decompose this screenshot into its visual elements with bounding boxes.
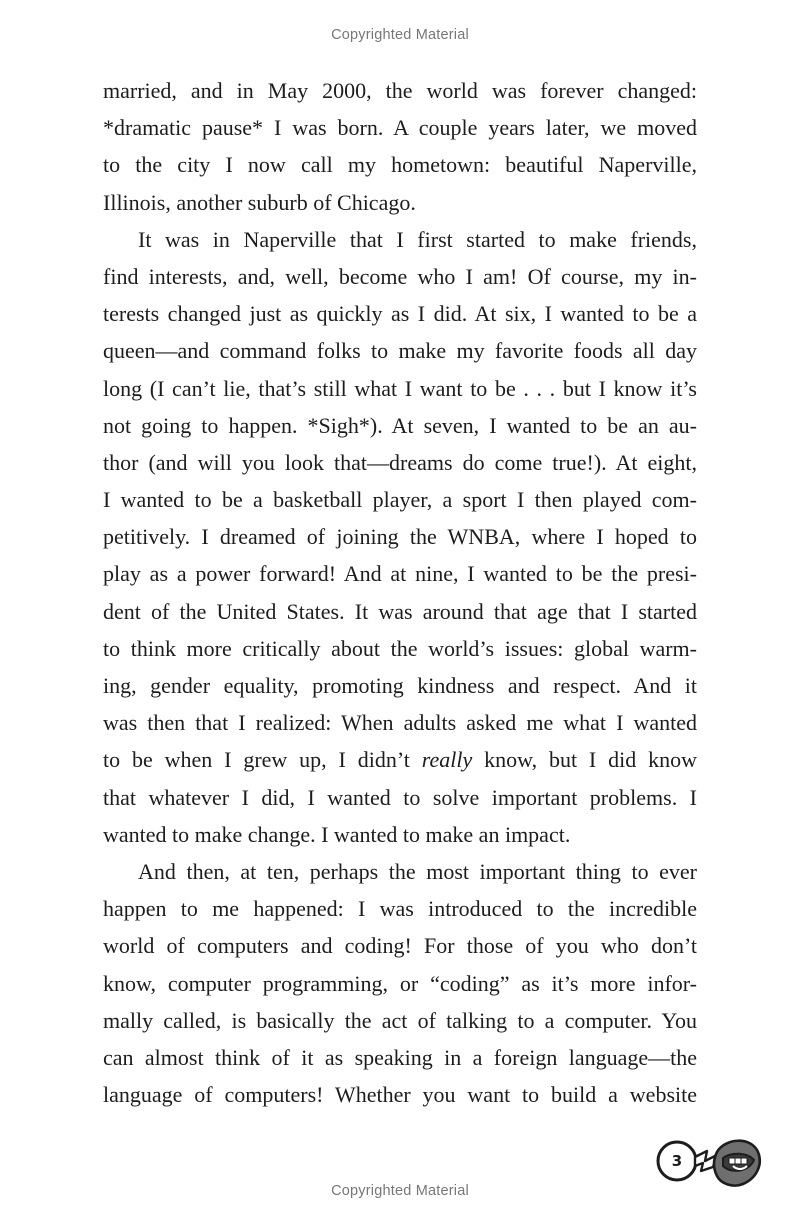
text-segment: know, but I did know bbox=[472, 747, 697, 773]
text-line: mally called, is basically the act of talking to a computer. You bbox=[103, 1007, 697, 1033]
text-line: world of computers and coding! For those of you who don’t bbox=[103, 933, 697, 959]
text-line: know, computer programming, or “coding” as it’s more infor- bbox=[103, 970, 697, 996]
text-line: find interests, and, well, become who I am! Of course, my in- bbox=[103, 263, 697, 289]
copyright-watermark-bottom: Copyrighted Material bbox=[331, 1183, 469, 1199]
text-line: can almost think of it as speaking in a foreign language—the bbox=[103, 1044, 697, 1070]
text-line: language of computers! Whether you want to build a website bbox=[103, 1082, 697, 1108]
text-line: It was in Naperville that I first started to make friends, bbox=[138, 226, 697, 252]
text-line: *dramatic pause* I was born. A couple years later, we moved bbox=[103, 115, 697, 141]
text-line: not going to happen. *Sigh*). At seven, I wanted to be an au- bbox=[103, 412, 697, 438]
page-number: 3 bbox=[671, 1152, 683, 1170]
text-line: wanted to make change. I wanted to make an impact. bbox=[103, 821, 571, 847]
text-line: And then, at ten, perhaps the most important thing to ever bbox=[138, 858, 697, 884]
text-line: to think more critically about the world’s issues: global warm- bbox=[103, 635, 697, 661]
text-line: that whatever I did, I wanted to solve important problems. I bbox=[103, 784, 697, 810]
text-line: married, and in May 2000, the world was forever changed: bbox=[103, 78, 697, 103]
text-line: dent of the United States. It was around that age that I started bbox=[103, 598, 697, 624]
text-line: ing, gender equality, promoting kindness and respect. And it bbox=[103, 673, 697, 698]
text-line: to the city I now call my hometown: beautiful Naperville, bbox=[103, 152, 697, 178]
text-line: terests changed just as quickly as I did. At six, I wanted to be a bbox=[103, 301, 697, 327]
copyright-watermark-top: Copyrighted Material bbox=[331, 27, 469, 43]
text-line bbox=[103, 741, 697, 778]
text-line: play as a power forward! And at nine, I wanted to be the presi- bbox=[103, 561, 697, 587]
text-segment: to be when I grew up, I didn’t bbox=[103, 747, 422, 773]
emphasis-text: really bbox=[421, 747, 473, 773]
body-text bbox=[103, 72, 697, 1113]
text-line: petitively. I dreamed of joining the WNBA, where I hoped to bbox=[103, 524, 697, 550]
text-line: happen to me happened: I was introduced to the incredible bbox=[103, 896, 697, 922]
text-line: queen—and command folks to make my favorite foods all day bbox=[103, 338, 697, 364]
text-line: Illinois, another suburb of Chicago. bbox=[103, 189, 416, 215]
text-line: long (I can’t lie, that’s still what I want to be . . . but I know it’s bbox=[103, 375, 697, 401]
text-line: was then that I realized: When adults asked me what I wanted bbox=[103, 710, 697, 736]
text-line: thor (and will you look that—dreams do come true!). At eight, bbox=[103, 449, 697, 475]
text-line: I wanted to be a basketball player, a sport I then played com- bbox=[103, 487, 697, 513]
